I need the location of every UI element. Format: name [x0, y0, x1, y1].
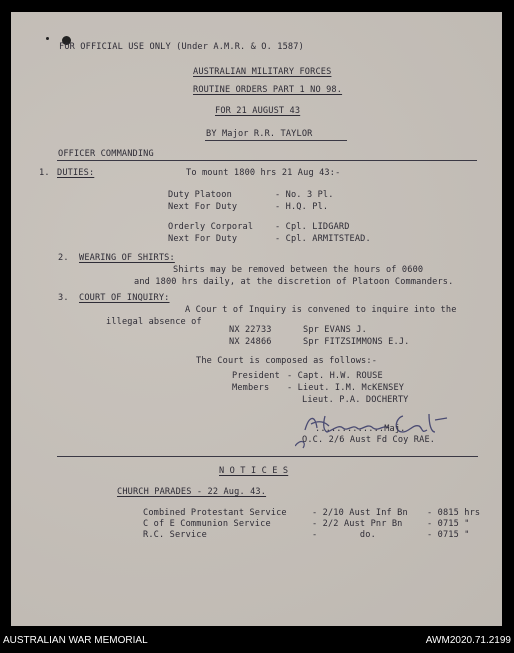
shirts-title: WEARING OF SHIRTS: [79, 253, 175, 263]
signature-dots: .............Maj. [315, 424, 406, 434]
shirts-line2: and 1800 hrs daily, at the discretion of Platoon Commanders. [134, 277, 454, 287]
service-unit: - do. [312, 530, 376, 540]
by-underline [205, 140, 347, 141]
inquiry-number: 3. [58, 293, 69, 303]
service-unit: - 2/10 Aust Inf Bn [312, 508, 408, 518]
service-name: C of E Communion Service [143, 519, 271, 529]
footer-source: AUSTRALIAN WAR MEMORIAL [3, 635, 148, 646]
officer-commanding: OFFICER COMMANDING [58, 149, 154, 159]
duties-title: DUTIES: [57, 168, 95, 178]
service-time: - 0715 " [427, 530, 470, 540]
absentee-number: NX 24866 [229, 337, 272, 347]
duty-value: - No. 3 Pl. [275, 190, 334, 200]
service-name: Combined Protestant Service [143, 508, 287, 518]
footer-accession: AWM2020.71.2199 [425, 635, 511, 646]
member-role: Members [232, 383, 270, 393]
date-heading: FOR 21 AUGUST 43 [215, 106, 301, 116]
service-name: R.C. Service [143, 530, 207, 540]
member-role: President [232, 371, 280, 381]
duty-value: - H.Q. Pl. [275, 202, 329, 212]
duties-number: 1. [39, 168, 50, 178]
inquiry-line1: A Cour t of Inquiry is convened to inquire into the [185, 305, 457, 315]
orders-heading: ROUTINE ORDERS PART 1 NO 98. [193, 85, 343, 95]
composed-line: The Court is composed as follows:- [196, 356, 378, 366]
inquiry-title: COURT OF INQUIRY: [79, 293, 170, 303]
duty-label: Next For Duty [168, 202, 238, 212]
absentee-number: NX 22733 [229, 325, 272, 335]
header-rule [57, 160, 477, 161]
section-rule [57, 456, 478, 457]
member-person: - Capt. H.W. ROUSE [287, 371, 383, 381]
duty-value: - Cpl. LIDGARD [275, 222, 350, 232]
inquiry-line2: illegal absence of [106, 317, 202, 327]
duty-value: - Cpl. ARMITSTEAD. [275, 234, 371, 244]
absentee-name: Spr FITZSIMMONS E.J. [303, 337, 410, 347]
service-unit: - 2/2 Aust Pnr Bn [312, 519, 403, 529]
official-use-line: FOR OFFICIAL USE ONLY (Under A.M.R. & O. 1587) [59, 42, 304, 52]
shirts-number: 2. [58, 253, 69, 263]
service-time: - 0715 " [427, 519, 470, 529]
duty-label: Next For Duty [168, 234, 238, 244]
duty-label: Orderly Corporal [168, 222, 254, 232]
absentee-name: Spr EVANS J. [303, 325, 367, 335]
mount-line: To mount 1800 hrs 21 Aug 43:- [186, 168, 341, 178]
church-parades: CHURCH PARADES - 22 Aug. 43. [117, 487, 267, 497]
shirts-line1: Shirts may be removed between the hours of 0600 [173, 265, 424, 275]
notices-title: N O T I C E S [219, 466, 289, 476]
service-time: - 0815 hrs [427, 508, 481, 518]
member-person: - Lieut. I.M. McKENSEY [287, 383, 405, 393]
signature-title: O.C. 2/6 Aust Fd Coy RAE. [302, 435, 436, 445]
forces-heading: AUSTRALIAN MILITARY FORCES [193, 67, 332, 77]
ink-dot [46, 37, 49, 40]
member-person: Lieut. P.A. DOCHERTY [302, 395, 409, 405]
by-line: BY Major R.R. TAYLOR [206, 129, 313, 139]
duty-label: Duty Platoon [168, 190, 232, 200]
